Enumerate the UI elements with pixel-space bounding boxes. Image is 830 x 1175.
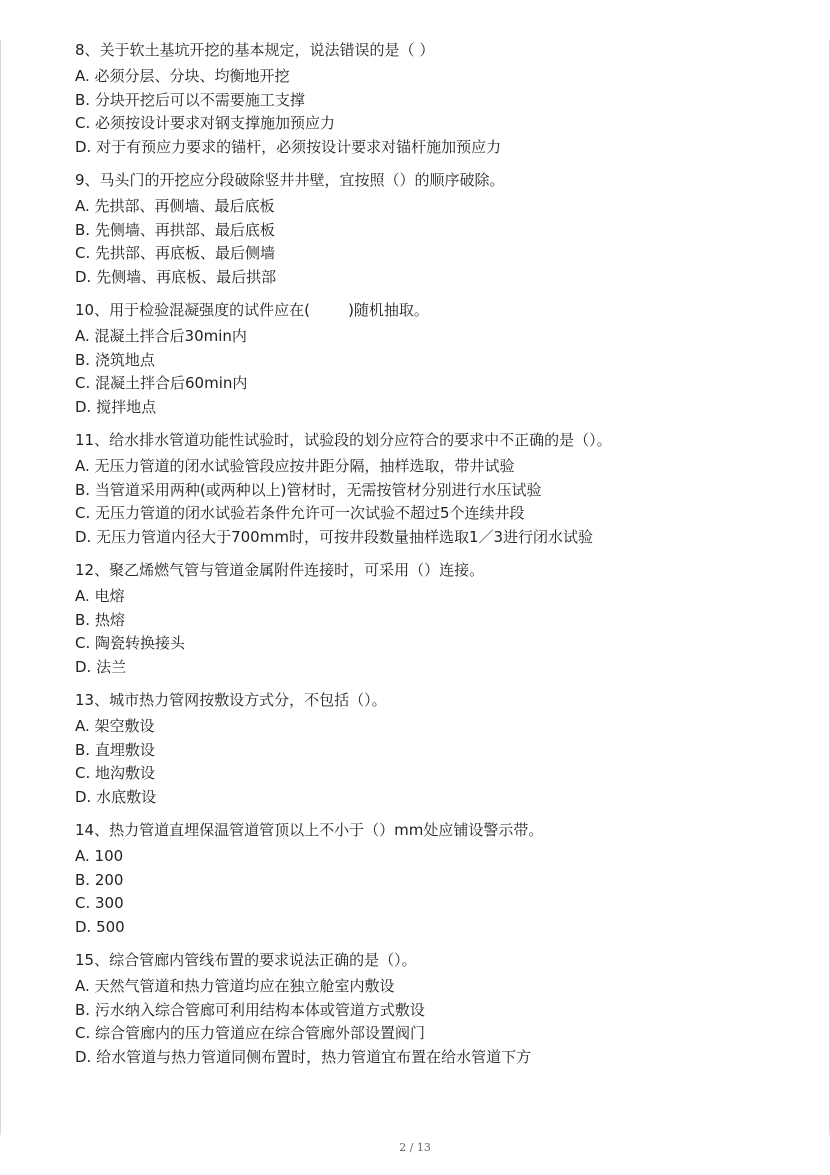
option-c: C. 先拱部、再底板、最后侧墙	[75, 244, 276, 262]
question-stem: 14、热力管道直埋保温管道管顶以上不小于（）mm处应铺设警示带。	[75, 821, 544, 839]
question-15	[75, 948, 795, 1069]
question-stem: 12、聚乙烯燃气管与管道金属附件连接时，可采用（）连接。	[75, 561, 485, 579]
option-b: B. 浇筑地点	[75, 350, 155, 369]
option-c: C. 必须按设计要求对钢支撑施加预应力	[75, 114, 336, 132]
option-b: B. 200	[75, 870, 124, 889]
option-a: A. 架空敷设	[75, 717, 155, 735]
option-b: B. 热熔	[75, 610, 125, 629]
option-d: D. 法兰	[75, 657, 127, 676]
option-a: A. 混凝土拌合后30min内	[75, 327, 247, 345]
option-a: A. 无压力管道的闭水试验管段应按井距分隔，抽样选取，带井试验	[75, 457, 515, 475]
option-b: B. 先侧墙、再拱部、最后底板	[75, 220, 275, 239]
option-d: D. 对于有预应力要求的锚杆，必须按设计要求对锚杆施加预应力	[75, 137, 502, 156]
option-a: A. 必须分层、分块、均衡地开挖	[75, 67, 290, 85]
option-c: C. 300	[75, 894, 124, 912]
option-d: D. 水底敷设	[75, 787, 157, 806]
option-c: C. 无压力管道的闭水试验若条件允许可一次试验不超过5个连续井段	[75, 504, 525, 522]
page-left-border	[0, 40, 1, 1135]
question-9	[75, 168, 795, 289]
question-14	[75, 818, 795, 939]
option-b: B. 污水纳入综合管廊可利用结构本体或管道方式敷设	[75, 1000, 425, 1019]
option-a: A. 电熔	[75, 587, 125, 605]
question-stem: 10、用于检验混凝强度的试件应在( )随机抽取。	[75, 301, 429, 319]
option-c: C. 混凝土拌合后60min内	[75, 374, 248, 392]
question-10	[75, 298, 795, 419]
question-stem: 13、城市热力管网按敷设方式分，不包括（）。	[75, 691, 387, 709]
option-d: D. 无压力管道内径大于700mm时，可按井段数量抽样选取1／3进行闭水试验	[75, 527, 594, 546]
option-d: D. 先侧墙、再底板、最后拱部	[75, 267, 277, 286]
question-stem: 8、关于软土基坑开挖的基本规定，说法错误的是（ ）	[75, 41, 435, 59]
question-stem: 9、马头门的开挖应分段破除竖井井壁，宜按照（）的顺序破除。	[75, 171, 505, 189]
option-d: D. 给水管道与热力管道同侧布置时，热力管道宜布置在给水管道下方	[75, 1047, 532, 1066]
option-d: D. 搅拌地点	[75, 397, 157, 416]
question-stem: 11、给水排水管道功能性试验时，试验段的划分应符合的要求中不正确的是（）。	[75, 431, 612, 449]
question-11	[75, 428, 795, 549]
option-a: A. 100	[75, 847, 124, 865]
option-b: B. 当管道采用两种(或两种以上)管材时，无需按管材分别进行水压试验	[75, 480, 542, 499]
question-8	[75, 38, 795, 159]
question-stem: 15、综合管廊内管线布置的要求说法正确的是（）。	[75, 951, 417, 969]
option-c: C. 地沟敷设	[75, 764, 156, 782]
option-d: D. 500	[75, 917, 125, 936]
question-12	[75, 558, 795, 679]
page-number-indicator: 2 / 13	[399, 1141, 431, 1154]
option-b: B. 分块开挖后可以不需要施工支撑	[75, 90, 305, 109]
question-13	[75, 688, 795, 809]
option-c: C. 综合管廊内的压力管道应在综合管廊外部设置阀门	[75, 1024, 426, 1042]
option-a: A. 天然气管道和热力管道均应在独立舱室内敷设	[75, 977, 395, 995]
option-b: B. 直埋敷设	[75, 740, 155, 759]
question-list	[75, 38, 795, 1078]
option-a: A. 先拱部、再侧墙、最后底板	[75, 197, 275, 215]
option-c: C. 陶瓷转换接头	[75, 634, 186, 652]
